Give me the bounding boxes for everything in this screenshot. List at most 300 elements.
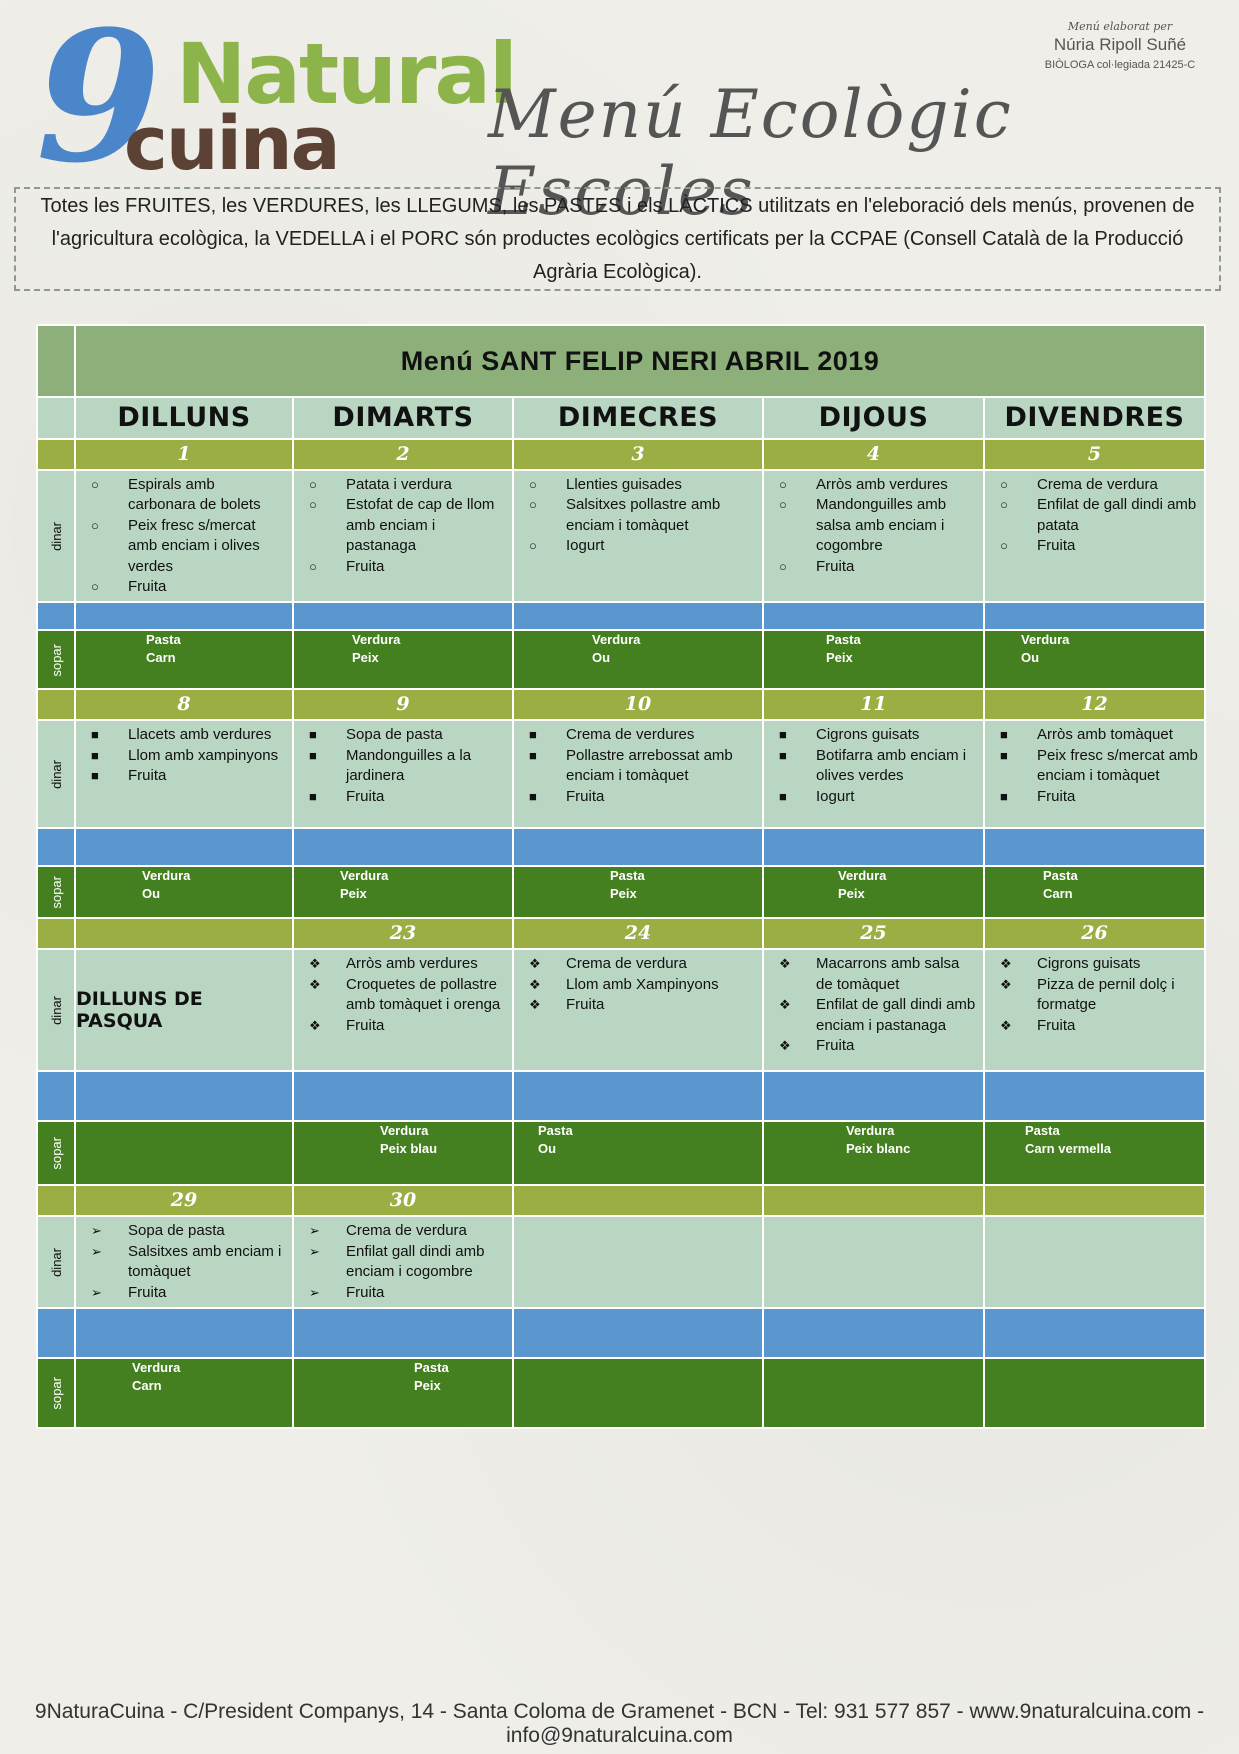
bullet-icon: ○ xyxy=(1000,477,1008,492)
dish-item xyxy=(526,975,756,995)
dish-list xyxy=(294,721,512,811)
date-number xyxy=(763,1185,984,1216)
bullet-icon: ○ xyxy=(309,558,317,574)
bullet-icon: ❖ xyxy=(529,956,541,972)
date-number: 30 xyxy=(293,1185,513,1216)
sopar-cell xyxy=(984,1121,1205,1185)
dish-item xyxy=(526,725,756,745)
dish-text: Llom amb Xampinyons xyxy=(566,975,719,993)
dish-text: Fruita xyxy=(1037,1016,1076,1034)
dish-item xyxy=(997,975,1198,1016)
dinar-cell xyxy=(763,470,984,602)
dinar-label: dinar xyxy=(48,1247,64,1277)
dish-text: Fruita xyxy=(346,557,385,575)
sopar-item: Ou xyxy=(592,650,611,666)
dish-list xyxy=(76,721,292,790)
date-number xyxy=(75,918,293,949)
dinar-cell xyxy=(293,1216,513,1308)
spacer-cell xyxy=(37,1308,75,1358)
spacer-cell xyxy=(293,828,513,866)
sopar-cell xyxy=(513,1121,763,1185)
dinar-cell xyxy=(984,1216,1205,1308)
dish-item xyxy=(306,746,506,787)
sopar-item: Verdura xyxy=(838,868,887,884)
sopar-item: Pasta xyxy=(610,868,645,884)
bullet-icon: ■ xyxy=(529,747,537,763)
spacer-cell xyxy=(75,1071,293,1121)
dish-item xyxy=(306,1016,506,1036)
dish-text: Pollastre arrebossat amb enciam i tomàquet xyxy=(566,746,733,785)
date-number: 24 xyxy=(513,918,763,949)
dish-text: Llacets amb verdures xyxy=(128,726,272,744)
date-number: 23 xyxy=(293,918,513,949)
dish-item xyxy=(997,495,1198,536)
bullet-icon: ○ xyxy=(91,517,99,533)
dish-item xyxy=(776,557,977,577)
dish-text: Salsitxes amb enciam i tomàquet xyxy=(128,1242,282,1281)
bullet-icon: ➢ xyxy=(91,1284,102,1300)
dinar-cell xyxy=(984,470,1205,602)
bullet-icon: ■ xyxy=(529,727,537,743)
sopar-cell xyxy=(763,866,984,918)
dish-text: Crema de verdura xyxy=(566,955,687,973)
dish-item xyxy=(776,995,977,1036)
dish-item xyxy=(306,954,506,974)
bullet-icon: ■ xyxy=(779,747,787,763)
sopar-item: Pasta xyxy=(146,632,181,648)
date-number: 9 xyxy=(293,689,513,720)
dish-item xyxy=(776,787,977,807)
sopar-item: Carn xyxy=(146,650,176,666)
spacer-cell xyxy=(293,602,513,630)
credit-caption: Menú elaborat per xyxy=(1067,20,1173,33)
corner-cell xyxy=(37,1185,75,1216)
dinar-cell xyxy=(513,720,763,828)
sopar-item: Carn xyxy=(1043,886,1073,902)
dish-text: Salsitxes pollastre amb enciam i tomàquet xyxy=(566,496,721,534)
spacer-cell xyxy=(763,602,984,630)
sopar-cell xyxy=(984,630,1205,689)
corner-cell xyxy=(37,439,75,470)
dish-item xyxy=(997,746,1198,787)
bullet-icon: ❖ xyxy=(529,997,541,1013)
bullet-icon: ❖ xyxy=(1000,1017,1012,1033)
logo-natural-text: Natural xyxy=(176,25,516,123)
dish-list xyxy=(294,950,512,1040)
dinar-cell xyxy=(513,1216,763,1308)
dinar-cell xyxy=(513,949,763,1071)
dinar-cell xyxy=(293,720,513,828)
dish-text: Crema de verdura xyxy=(346,1222,467,1240)
dish-item xyxy=(997,787,1198,807)
week-4-dinar-row xyxy=(37,1216,1205,1308)
dinar-cell xyxy=(75,470,293,602)
dish-item xyxy=(776,954,977,995)
bullet-icon: ➢ xyxy=(91,1243,102,1259)
sopar-cell xyxy=(763,630,984,689)
dish-item xyxy=(997,475,1198,495)
sopar-cell xyxy=(984,866,1205,918)
spacer-cell xyxy=(293,1308,513,1358)
dish-text: Fruita xyxy=(816,557,855,575)
sopar-item: Peix blau xyxy=(380,1141,438,1157)
week-1-sopar-row xyxy=(37,630,1205,689)
dinar-label: dinar xyxy=(48,521,64,551)
dish-item xyxy=(526,995,756,1015)
brand-logo xyxy=(36,0,516,203)
date-number: 25 xyxy=(763,918,984,949)
week-2-dinar-row xyxy=(37,720,1205,828)
corner-cell xyxy=(37,689,75,720)
bullet-icon: ■ xyxy=(309,727,317,743)
weekday-dimecres: DIMECRES xyxy=(513,397,763,439)
spacer-cell xyxy=(37,602,75,630)
bullet-icon: ○ xyxy=(779,477,787,492)
logo-nine-mark: 9 xyxy=(36,0,162,203)
bullet-icon: ○ xyxy=(529,538,537,554)
dish-item xyxy=(88,475,286,516)
dish-item xyxy=(997,536,1198,556)
sopar-label-cell xyxy=(37,630,75,689)
bullet-icon: ❖ xyxy=(779,956,791,972)
spacer-cell xyxy=(37,828,75,866)
dish-text: Llom amb xampinyons xyxy=(128,746,279,764)
dish-text: Fruita xyxy=(128,578,167,596)
dish-text: Fruita xyxy=(346,787,385,805)
dish-text: Sopa de pasta xyxy=(128,1222,225,1240)
corner-cell xyxy=(37,918,75,949)
menu-title-row xyxy=(37,325,1205,397)
dish-list xyxy=(764,721,983,811)
sopar-item: Pasta xyxy=(1043,868,1078,884)
dish-item xyxy=(88,725,286,745)
dish-item xyxy=(88,1283,286,1303)
dish-text: Botifarra amb enciam i olives verdes xyxy=(816,746,967,785)
dish-item xyxy=(306,1283,506,1303)
dish-text: Arròs amb verdures xyxy=(346,955,478,973)
dish-item xyxy=(776,725,977,745)
bullet-icon: ■ xyxy=(309,747,317,763)
holiday-label: DILLUNS DE PASQUA xyxy=(75,949,293,1071)
dish-item xyxy=(306,1221,506,1241)
spacer-cell xyxy=(513,602,763,630)
bullet-icon: ■ xyxy=(1000,727,1008,743)
weekday-dijous: DIJOUS xyxy=(763,397,984,439)
date-number: 26 xyxy=(984,918,1205,949)
sopar-label: sopar xyxy=(48,876,64,909)
date-number: 29 xyxy=(75,1185,293,1216)
date-number xyxy=(984,1185,1205,1216)
sopar-label-cell xyxy=(37,1121,75,1185)
week-1-dates-row xyxy=(37,439,1205,470)
bullet-icon: ❖ xyxy=(529,976,541,992)
bullet-icon: ○ xyxy=(309,497,317,513)
dish-item xyxy=(88,766,286,786)
week-2-sopar-row xyxy=(37,866,1205,918)
dish-item xyxy=(306,557,506,577)
dinar-cell xyxy=(293,949,513,1071)
dish-item xyxy=(88,746,286,766)
dish-item xyxy=(776,495,977,556)
dish-item xyxy=(306,1242,506,1283)
date-number: 12 xyxy=(984,689,1205,720)
date-number: 2 xyxy=(293,439,513,470)
dish-text: Cigrons guisats xyxy=(1037,955,1141,973)
spacer-cell xyxy=(513,1071,763,1121)
sopar-item: Pasta xyxy=(1025,1123,1060,1139)
page-title: Menú Ecològic Escoles xyxy=(488,76,1013,230)
dish-text: Estofat de cap de llom amb enciam i pastanaga xyxy=(346,496,495,555)
dinar-cell xyxy=(75,1216,293,1308)
sopar-cell xyxy=(293,866,513,918)
bullet-icon: ■ xyxy=(779,727,787,743)
dish-list xyxy=(76,1217,292,1307)
week-4-sopar-row xyxy=(37,1358,1205,1428)
bullet-icon: ○ xyxy=(91,477,99,492)
dish-list xyxy=(985,471,1204,561)
bullet-icon: ➢ xyxy=(309,1243,320,1259)
dish-text: Macarrons amb salsa de tomàquet xyxy=(816,955,960,993)
spacer-cell xyxy=(75,828,293,866)
bullet-icon: ○ xyxy=(529,497,537,513)
sopar-item: Peix blanc xyxy=(846,1141,911,1157)
dish-item xyxy=(526,746,756,787)
week-3-dinar-row xyxy=(37,949,1205,1071)
week-2-spacer-row xyxy=(37,828,1205,866)
bullet-icon: ■ xyxy=(91,727,99,743)
date-number: 4 xyxy=(763,439,984,470)
dish-text: Fruita xyxy=(346,1016,385,1034)
bullet-icon: ❖ xyxy=(779,997,791,1013)
sopar-item: Peix xyxy=(414,1378,441,1394)
dish-text: Enfilat de gall dindi amb patata xyxy=(1037,496,1197,534)
bullet-icon: ■ xyxy=(91,747,99,763)
dish-item xyxy=(776,1036,977,1056)
dish-list xyxy=(514,721,762,811)
dish-text: Sopa de pasta xyxy=(346,726,443,744)
sopar-item: Carn xyxy=(132,1378,162,1394)
sopar-cell xyxy=(75,1358,293,1428)
spacer-cell xyxy=(75,1308,293,1358)
dish-item xyxy=(306,725,506,745)
sopar-item: Peix xyxy=(610,886,637,902)
week-3-sopar-row xyxy=(37,1121,1205,1185)
sopar-cell xyxy=(75,1121,293,1185)
dish-item xyxy=(526,475,756,495)
sopar-label: sopar xyxy=(48,1137,64,1170)
bullet-icon: ■ xyxy=(1000,747,1008,763)
dish-list xyxy=(985,950,1204,1040)
sopar-cell xyxy=(513,866,763,918)
dish-list xyxy=(764,471,983,581)
dish-list xyxy=(764,950,983,1060)
sopar-label-cell xyxy=(37,866,75,918)
bullet-icon: ○ xyxy=(91,579,99,595)
bullet-icon: ○ xyxy=(1000,497,1008,513)
dinar-cell xyxy=(75,720,293,828)
bullet-icon: ■ xyxy=(529,788,537,804)
dish-item xyxy=(526,954,756,974)
dinar-cell xyxy=(513,470,763,602)
dish-item xyxy=(88,516,286,577)
sopar-cell xyxy=(293,1121,513,1185)
bullet-icon: ➢ xyxy=(309,1284,320,1300)
spacer-cell xyxy=(293,1071,513,1121)
date-number: 10 xyxy=(513,689,763,720)
dish-item xyxy=(88,577,286,597)
date-number: 5 xyxy=(984,439,1205,470)
sopar-cell xyxy=(763,1121,984,1185)
sopar-cell xyxy=(75,866,293,918)
sopar-item: Peix xyxy=(838,886,865,902)
dinar-cell xyxy=(984,720,1205,828)
dish-text: Llenties guisades xyxy=(566,476,682,493)
bullet-icon: ■ xyxy=(779,788,787,804)
sopar-item: Pasta xyxy=(414,1360,449,1376)
spacer-cell xyxy=(984,1308,1205,1358)
weekday-header-row xyxy=(37,397,1205,439)
weekday-dimarts: DIMARTS xyxy=(293,397,513,439)
sopar-item: Verdura xyxy=(340,868,389,884)
sopar-label-cell xyxy=(37,1358,75,1428)
spacer-cell xyxy=(513,1308,763,1358)
dish-list xyxy=(514,950,762,1019)
date-number: 8 xyxy=(75,689,293,720)
dish-text: Peix fresc s/mercat amb enciam i olives verdes xyxy=(128,516,260,575)
week-3-dates-row xyxy=(37,918,1205,949)
week-4-dates-row xyxy=(37,1185,1205,1216)
sopar-cell xyxy=(763,1358,984,1428)
sopar-cell xyxy=(293,1358,513,1428)
sopar-item: Peix xyxy=(352,650,379,666)
sopar-cell xyxy=(513,1358,763,1428)
sopar-item: Verdura xyxy=(352,632,401,648)
dish-text: Arròs amb verdures xyxy=(816,476,948,493)
bullet-icon: ❖ xyxy=(1000,976,1012,992)
sopar-cell xyxy=(293,630,513,689)
dish-text: Fruita xyxy=(346,1283,385,1301)
bullet-icon: ○ xyxy=(529,477,537,492)
sopar-cell xyxy=(75,630,293,689)
dish-item xyxy=(526,495,756,536)
sopar-item: Peix xyxy=(340,886,367,902)
dish-text: Croquetes de pollastre amb tomàquet i orenga xyxy=(346,975,501,1014)
sopar-item: Verdura xyxy=(380,1123,429,1139)
dish-item xyxy=(526,787,756,807)
dish-text: Crema de verdures xyxy=(566,726,695,744)
dinar-label: dinar xyxy=(48,759,64,789)
sopar-item: Verdura xyxy=(142,868,191,884)
dish-item xyxy=(526,536,756,556)
dish-item xyxy=(306,787,506,807)
week-3-spacer-row xyxy=(37,1071,1205,1121)
spacer-cell xyxy=(763,828,984,866)
bullet-icon: ■ xyxy=(91,768,99,784)
dinar-label-cell xyxy=(37,470,75,602)
date-number xyxy=(513,1185,763,1216)
bullet-icon: ❖ xyxy=(309,976,321,992)
dinar-label-cell xyxy=(37,720,75,828)
spacer-cell xyxy=(763,1071,984,1121)
date-number: 11 xyxy=(763,689,984,720)
spacer-cell xyxy=(75,602,293,630)
week-1-dinar-row xyxy=(37,470,1205,602)
dish-text: Fruita xyxy=(566,787,605,805)
dish-text: Mandonguilles a la jardinera xyxy=(346,746,472,785)
dish-text: Espirals amb carbonara de bolets xyxy=(128,476,261,514)
dinar-cell xyxy=(293,470,513,602)
date-number: 3 xyxy=(513,439,763,470)
spacer-cell xyxy=(513,828,763,866)
bullet-icon: ■ xyxy=(1000,788,1008,804)
dish-item xyxy=(88,1221,286,1241)
footer-contact: 9NaturaCuina - C/President Companys, 14 - Santa Coloma de Gramenet - BCN - Tel: 931 577 857 - www.9naturalcuina.com - info@9naturalcuina.com xyxy=(34,1700,1205,1747)
dish-text: Fruita xyxy=(1037,787,1076,805)
sopar-item: Ou xyxy=(538,1141,557,1157)
logo-cuina-text: cuina xyxy=(124,101,339,187)
dish-item xyxy=(306,495,506,556)
dish-text: Fruita xyxy=(1037,537,1076,555)
bullet-icon: ○ xyxy=(1000,538,1008,554)
sopar-item: Pasta xyxy=(826,632,861,648)
bullet-icon: ■ xyxy=(309,788,317,804)
menu-title: Menú SANT FELIP NERI ABRIL 2019 xyxy=(75,325,1205,397)
spacer-cell xyxy=(37,1071,75,1121)
dish-item xyxy=(997,725,1198,745)
dish-text: Peix fresc s/mercat amb enciam i tomàquet xyxy=(1037,746,1198,785)
dinar-cell xyxy=(763,720,984,828)
sopar-item: Carn vermella xyxy=(1025,1141,1111,1157)
bullet-icon: ➢ xyxy=(309,1223,320,1239)
dish-list xyxy=(985,721,1204,811)
bullet-icon: ➢ xyxy=(91,1223,102,1239)
spacer-cell xyxy=(984,602,1205,630)
dish-text: Fruita xyxy=(816,1037,855,1055)
dish-text: Cigrons guisats xyxy=(816,726,920,744)
sopar-label: sopar xyxy=(48,1376,64,1410)
ecological-notice: Totes les FRUITES, les VERDURES, les LLEGUMS, les PASTES i els LÀCTICS utilitzats en l'eleboració dels menús, provenen de l'agricultura ecològica, la VEDELLA i el PORC són productes ecològics certificats per la CCPAE (Consell Català de la Producció Agrària Ecològica). xyxy=(14,187,1221,291)
bullet-icon: ○ xyxy=(779,497,787,513)
dish-text: Mandonguilles amb salsa amb enciam i cogombre xyxy=(816,496,947,555)
dinar-label-cell xyxy=(37,949,75,1071)
weekday-dilluns: DILLUNS xyxy=(75,397,293,439)
dish-text: Enfilat de gall dindi amb enciam i pastanaga xyxy=(816,996,976,1034)
spacer-cell xyxy=(984,828,1205,866)
sopar-cell xyxy=(513,630,763,689)
dish-list xyxy=(76,471,292,601)
sopar-item: Peix xyxy=(826,650,853,666)
credit-name: Núria Ripoll Suñé xyxy=(1053,35,1187,54)
sopar-item: Verdura xyxy=(1021,632,1070,648)
weekday-divendres: DIVENDRES xyxy=(984,397,1205,439)
spacer-cell xyxy=(984,1071,1205,1121)
bullet-icon: ❖ xyxy=(779,1038,791,1054)
dish-item xyxy=(997,954,1198,974)
week-2-dates-row xyxy=(37,689,1205,720)
author-credit xyxy=(1030,20,1210,71)
sopar-cell xyxy=(984,1358,1205,1428)
menu-table xyxy=(36,324,1206,1429)
corner-cell xyxy=(37,397,75,439)
dish-text: Fruita xyxy=(128,1283,167,1301)
dinar-cell xyxy=(763,1216,984,1308)
dinar-cell xyxy=(763,949,984,1071)
dish-item xyxy=(306,975,506,1016)
sopar-item: Ou xyxy=(142,886,161,902)
bullet-icon: ○ xyxy=(779,558,787,574)
dish-item xyxy=(776,746,977,787)
date-number: 1 xyxy=(75,439,293,470)
